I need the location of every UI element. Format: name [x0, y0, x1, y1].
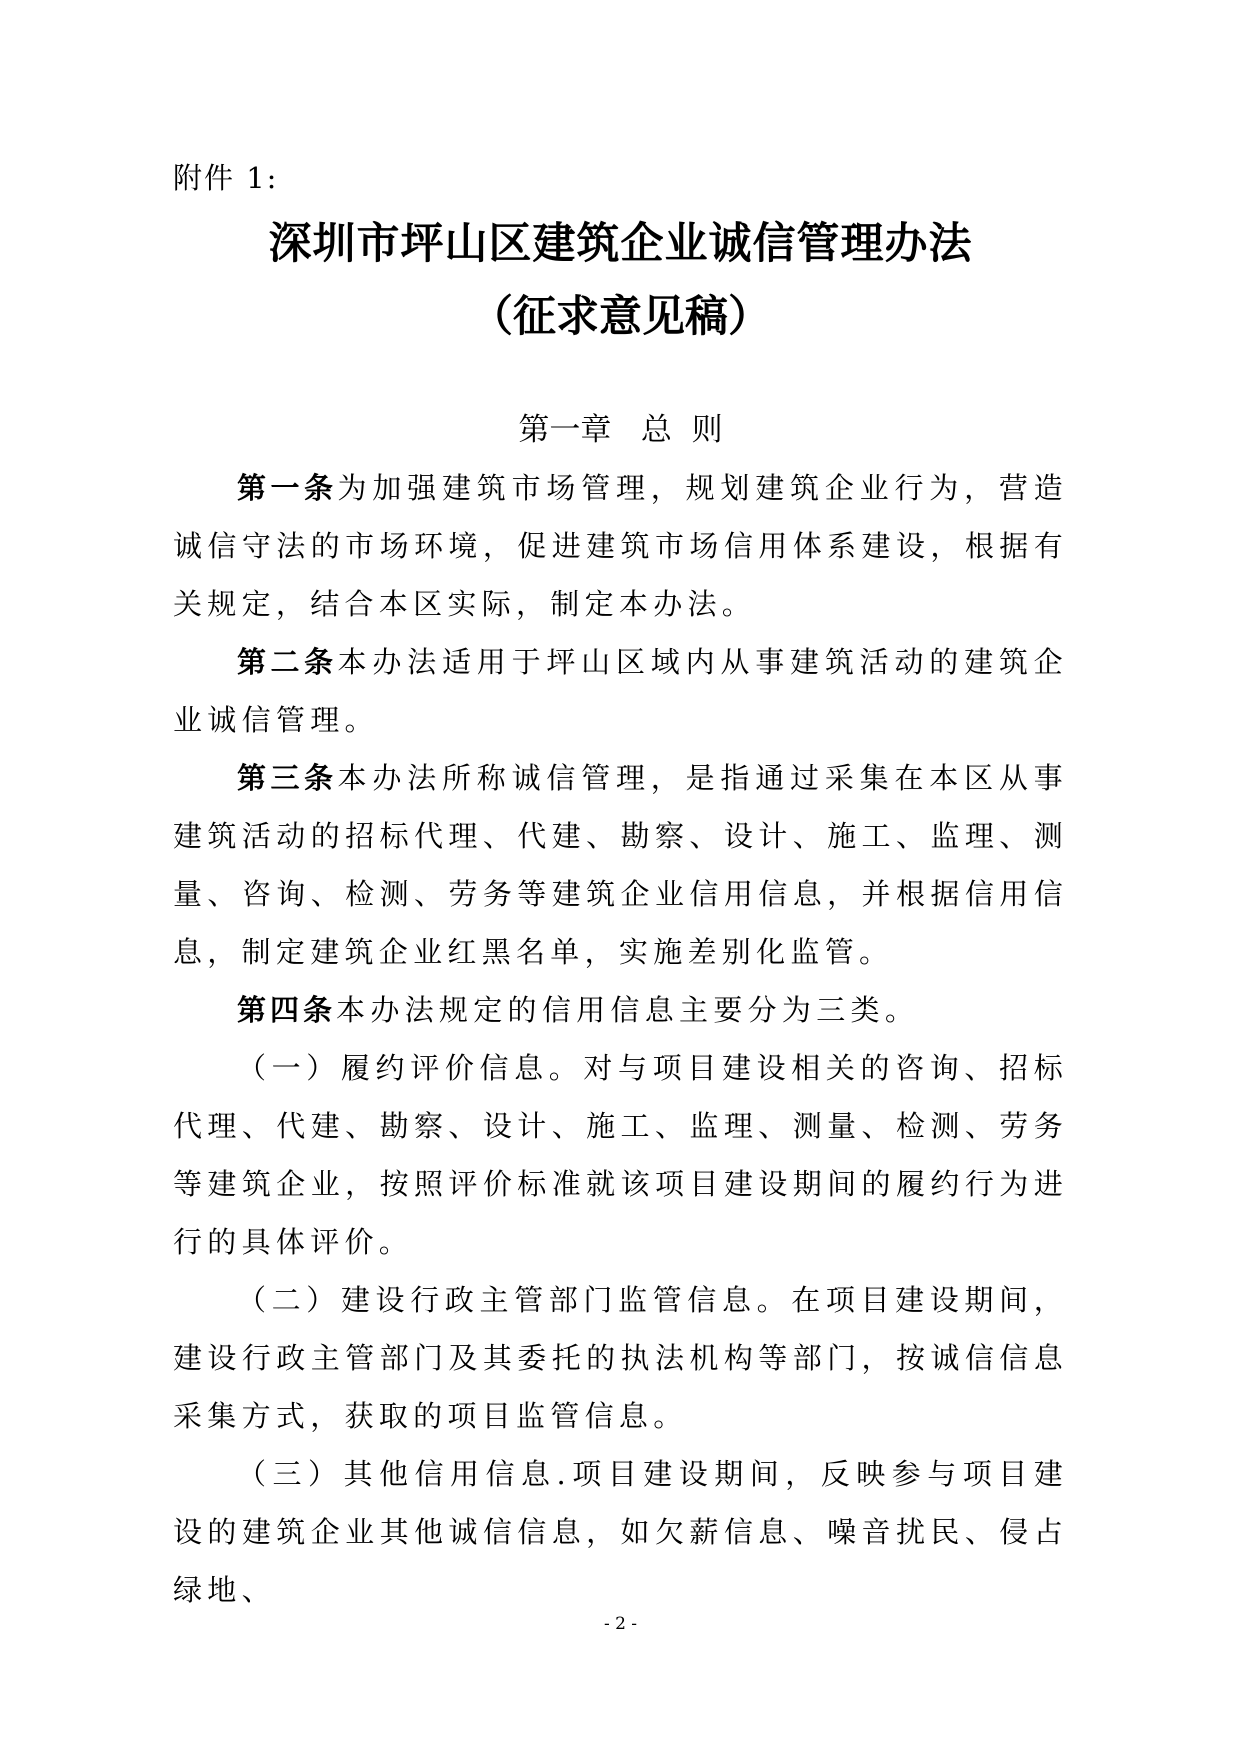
article-text: 本办法适用于坪山区域内从事建筑活动的建筑企业诚信管理。 — [173, 645, 1068, 737]
article-heading: 第四条 — [237, 993, 337, 1027]
article-text: 本办法规定的信用信息主要分为三类。 — [336, 993, 920, 1027]
attachment-label: 附件 1: — [173, 161, 279, 195]
clause-3-paragraph — [173, 1445, 1068, 1619]
chapter-heading: 第一章 总 则 — [518, 412, 723, 448]
page-number: - 2 - — [603, 1614, 638, 1634]
document-subtitle: （征求意见稿） — [470, 292, 771, 342]
article-3-paragraph — [173, 749, 1068, 981]
clause-text: （二）建设行政主管部门监管信息。在项目建设期间，建设行政主管部门及其委托的执法机构等部门，按诚信信息采集方式，获取的项目监管信息。 — [173, 1283, 1068, 1433]
article-2-paragraph — [173, 633, 1068, 749]
clause-text: （一）履约评价信息。对与项目建设相关的咨询、招标代理、代建、勘察、设计、施工、监理、测量、检测、劳务等建筑企业，按照评价标准就该项目建设期间的履约行为进行的具体评价。 — [173, 1051, 1068, 1259]
clause-2-paragraph — [173, 1271, 1068, 1445]
article-1-paragraph — [173, 459, 1068, 633]
clause-text: （三）其他信用信息.项目建设期间，反映参与项目建设的建筑企业其他诚信信息，如欠薪信息、噪音扰民、侵占绿地、 — [173, 1457, 1068, 1607]
clause-1-paragraph — [173, 1039, 1068, 1271]
article-heading: 第一条 — [237, 471, 338, 505]
article-heading: 第三条 — [237, 761, 338, 795]
article-heading: 第二条 — [237, 645, 338, 679]
article-text: 本办法所称诚信管理，是指通过采集在本区从事建筑活动的招标代理、代建、勘察、设计、施工、监理、测量、咨询、检测、劳务等建筑企业信用信息，并根据信用信息，制定建筑企业红黑名单，实施差别化监管。 — [173, 761, 1068, 969]
article-4-paragraph — [173, 981, 1068, 1039]
article-text: 为加强建筑市场管理，规划建筑企业行为，营造诚信守法的市场环境，促进建筑市场信用体系建设，根据有关规定，结合本区实际，制定本办法。 — [173, 471, 1068, 621]
document-body — [173, 459, 1068, 1619]
document-title: 深圳市坪山区建筑企业诚信管理办法 — [268, 219, 973, 269]
